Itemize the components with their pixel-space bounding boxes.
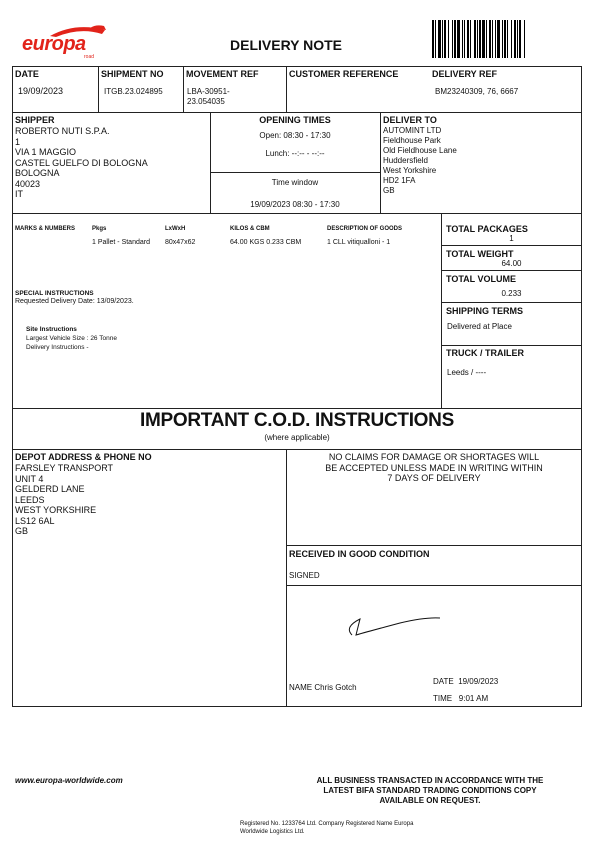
pkgs-label: Pkgs — [92, 226, 107, 232]
largest-vehicle-size: Largest Vehicle Size : 26 Tonne — [26, 335, 117, 342]
delivery-instructions: Delivery Instructions - — [26, 344, 89, 351]
claims-notice: NO CLAIMS FOR DAMAGE OR SHORTAGES WILL BE ACCEPTED UNLESS MADE IN WRITING WITHIN 7 DAYS OF DELIVERY — [325, 452, 543, 483]
movement-ref-label: MOVEMENT REF — [186, 69, 259, 79]
received-label: RECEIVED IN GOOD CONDITION — [289, 549, 430, 559]
cod-title: IMPORTANT C.O.D. INSTRUCTIONS — [140, 410, 454, 431]
customer-ref-label: CUSTOMER REFERENCE — [289, 69, 399, 79]
opening-times-label: OPENING TIMES — [259, 115, 331, 125]
opening-times-open: Open: 08:30 - 17:30 — [259, 131, 331, 140]
total-volume-label: TOTAL VOLUME — [446, 274, 517, 284]
goods-description: 1 CLL vitiqualloni - 1 — [327, 239, 391, 246]
logo-tagline: road — [84, 54, 95, 60]
received-date: DATE 19/09/2023 — [433, 677, 499, 686]
goods-kilos: 64.00 KGS 0.233 CBM — [230, 239, 302, 246]
shipper-label: SHIPPER — [15, 115, 55, 125]
dims-label: LxWxH — [165, 226, 186, 232]
site-instructions-label: Site Instructions — [26, 326, 77, 333]
total-packages-value: 1 — [509, 234, 514, 243]
footer-website[interactable]: www.europa-worldwide.com — [15, 776, 123, 785]
truck-trailer-label: TRUCK / TRAILER — [446, 348, 524, 358]
shipping-terms-value: Delivered at Place — [447, 322, 512, 331]
footer-registered: Registered No. 1233764 Ltd. Company Registered Name Europa Worldwide Logistics Ltd. — [240, 821, 414, 835]
total-weight-value: 64.00 — [501, 259, 522, 268]
date-value: 19/09/2023 — [18, 86, 64, 96]
shipment-label: SHIPMENT NO — [101, 69, 164, 79]
special-instructions-label: SPECIAL INSTRUCTIONS — [15, 290, 94, 297]
deliver-to-label: DELIVER TO — [383, 115, 437, 125]
signed-label: SIGNED — [289, 571, 320, 580]
shipment-value: ITGB.23.024895 — [104, 87, 163, 96]
description-label: DESCRIPTION OF GOODS — [327, 226, 403, 232]
shipper-address: ROBERTO NUTI S.P.A. 1 VIA 1 MAGGIO CASTEL GUELFO DI BOLOGNA BOLOGNA 40023 IT — [15, 126, 148, 199]
opening-times-lunch: Lunch: --:-- - --:-- — [265, 149, 325, 158]
time-window-label: Time window — [271, 178, 319, 187]
kilos-cbm-label: KILOS & CBM — [230, 226, 270, 232]
movement-ref-value: LBA-30951- 23.054035 — [187, 87, 230, 106]
depot-address: FARSLEY TRANSPORT UNIT 4 GELDERD LANE LEEDS WEST YORKSHIRE LS12 6AL GB — [15, 463, 114, 536]
signature-image — [340, 605, 460, 645]
logo-text: europa — [22, 33, 86, 55]
received-time: TIME 9:01 AM — [433, 694, 489, 703]
depot-label: DEPOT ADDRESS & PHONE NO — [15, 452, 152, 462]
document-title: DELIVERY NOTE — [230, 37, 343, 53]
delivery-ref-label: DELIVERY REF — [432, 69, 498, 79]
cod-subtitle: (where applicable) — [264, 433, 330, 442]
total-packages-label: TOTAL PACKAGES — [446, 224, 528, 234]
goods-dims: 80x47x62 — [165, 239, 196, 246]
time-window-value: 19/09/2023 08:30 - 17:30 — [250, 200, 340, 209]
goods-pkgs: 1 Pallet - Standard — [92, 239, 150, 246]
total-weight-label: TOTAL WEIGHT — [446, 249, 514, 259]
deliver-to-address: AUTOMINT LTD Fieldhouse Park Old Fieldhouse Lane Huddersfield West Yorkshire HD2 1FA GB — [383, 126, 457, 195]
total-volume-value: 0.233 — [501, 289, 522, 298]
shipping-terms-label: SHIPPING TERMS — [446, 306, 524, 316]
date-label: DATE — [15, 69, 39, 79]
delivery-ref-value: BM23240309, 76, 6667 — [435, 87, 519, 96]
europa-logo — [20, 22, 110, 62]
requested-delivery-date: Requested Delivery Date: 13/09/2023. — [15, 298, 134, 305]
footer-terms: ALL BUSINESS TRANSACTED IN ACCORDANCE WITH THE LATEST BIFA STANDARD TRADING CONDITIONS COPY AVAILABLE ON REQUEST. — [316, 776, 544, 805]
truck-trailer-value: Leeds / ---- — [447, 368, 487, 377]
receiver-name: NAME Chris Gotch — [289, 683, 357, 692]
barcode — [432, 20, 582, 60]
marks-numbers-label: MARKS & NUMBERS — [15, 226, 75, 232]
